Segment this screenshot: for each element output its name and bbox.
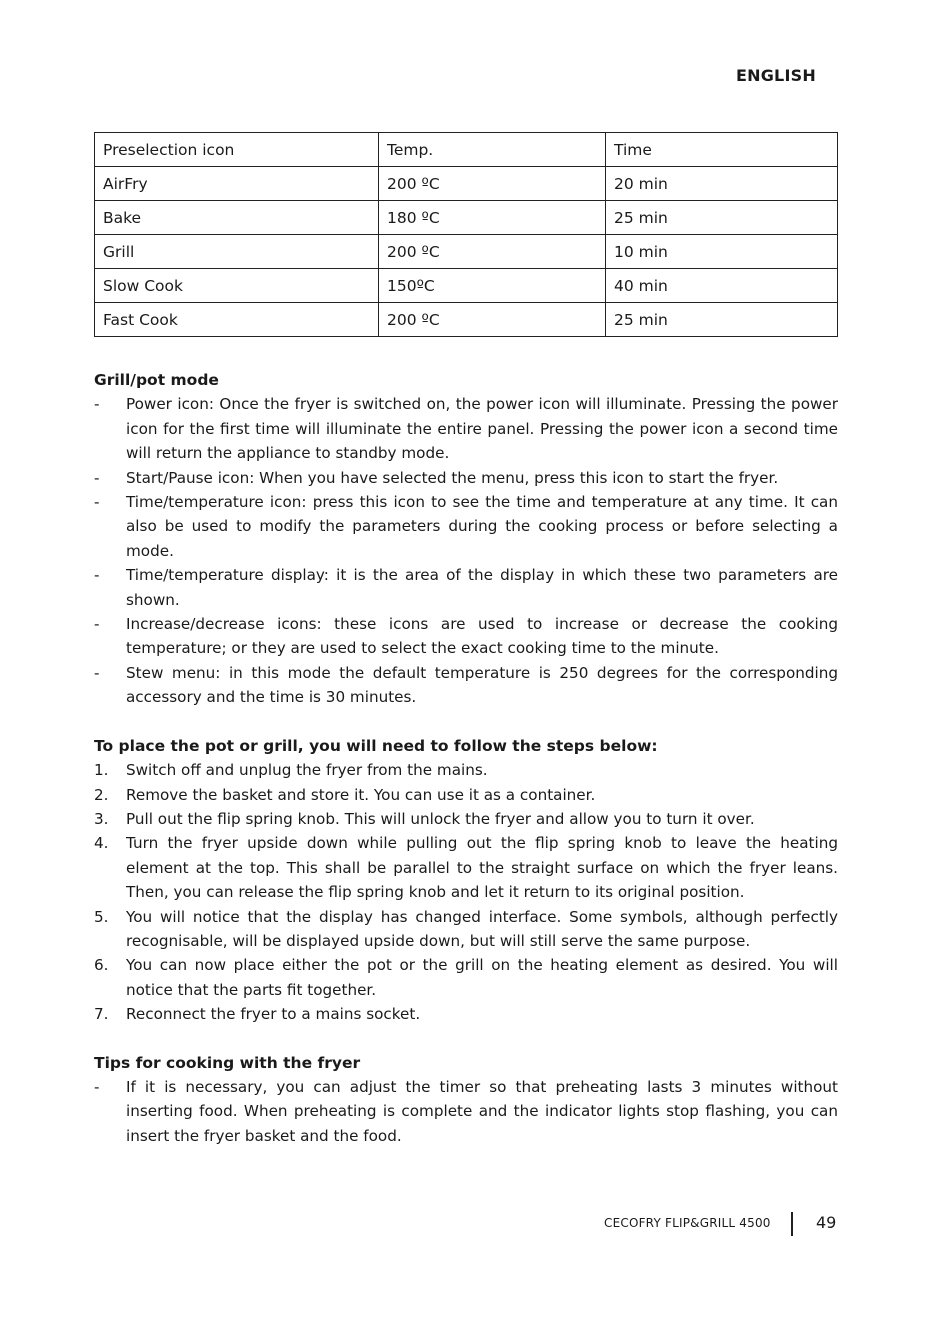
list-item-text: You will notice that the display has changed interface. Some symbols, although perfectly recognisable, will be displayed upside down, but will still serve the same purpose. bbox=[126, 907, 838, 950]
bullet-marker: - bbox=[94, 663, 100, 682]
list-item bbox=[94, 466, 838, 490]
list-item-text: Time/temperature display: it is the area of the display in which these two parameters are shown. bbox=[126, 566, 838, 609]
preselection-table bbox=[94, 132, 838, 337]
table-cell: Temp. bbox=[379, 133, 606, 167]
table-cell: Preselection icon bbox=[95, 133, 379, 167]
step-number: 1. bbox=[94, 761, 109, 780]
section-heading-tips: Tips for cooking with the fryer bbox=[94, 1053, 361, 1072]
list-item bbox=[94, 612, 838, 661]
step-number: 2. bbox=[94, 785, 109, 804]
table-row bbox=[95, 167, 838, 201]
footer-divider bbox=[791, 1212, 793, 1236]
section-heading-steps: To place the pot or grill, you will need to follow the steps below: bbox=[94, 736, 658, 755]
page-number: 49 bbox=[816, 1213, 837, 1232]
list-item bbox=[94, 1075, 838, 1148]
table-cell: 200 ºC bbox=[379, 235, 606, 269]
table-cell: 25 min bbox=[606, 201, 838, 235]
table-cell: 150ºC bbox=[379, 269, 606, 303]
table-cell: 10 min bbox=[606, 235, 838, 269]
bullet-marker: - bbox=[94, 615, 100, 634]
list-item-text: Start/Pause icon: When you have selected the menu, press this icon to start the fryer. bbox=[126, 468, 779, 487]
list-item bbox=[94, 392, 838, 465]
table-cell: Slow Cook bbox=[95, 269, 379, 303]
list-item bbox=[94, 953, 838, 1002]
list-item-text: If it is necessary, you can adjust the timer so that preheating lasts 3 minutes without inserting food. When preheating is complete and the indicator lights stop flashing, you can insert the fryer basket and the food. bbox=[126, 1077, 838, 1145]
table-row bbox=[95, 303, 838, 337]
list-item-text: Stew menu: in this mode the default temperature is 250 degrees for the corresponding accessory and the time is 30 minutes. bbox=[126, 663, 838, 707]
bullet-marker: - bbox=[94, 468, 100, 487]
table-row bbox=[95, 235, 838, 269]
bullet-marker: - bbox=[94, 1077, 100, 1096]
table-cell: 200 ºC bbox=[379, 167, 606, 201]
list-item-text: Pull out the flip spring knob. This will unlock the fryer and allow you to turn it over. bbox=[126, 809, 755, 828]
table-cell: 180 ºC bbox=[379, 201, 606, 235]
list-item-text: You can now place either the pot or the grill on the heating element as desired. You will notice that the parts fit together. bbox=[126, 956, 838, 999]
table-cell: Grill bbox=[95, 235, 379, 269]
table-cell: 20 min bbox=[606, 167, 838, 201]
language-label: ENGLISH bbox=[736, 66, 816, 85]
bullet-marker: - bbox=[94, 493, 100, 512]
list-item bbox=[94, 490, 838, 563]
table-cell: Bake bbox=[95, 201, 379, 235]
table-row bbox=[95, 269, 838, 303]
table-cell: 40 min bbox=[606, 269, 838, 303]
list-item bbox=[94, 783, 838, 807]
section-heading-grill-pot-mode: Grill/pot mode bbox=[94, 371, 219, 389]
body-content bbox=[94, 368, 838, 1148]
list-item-text: Switch off and unplug the fryer from the mains. bbox=[126, 761, 488, 780]
table-header-row bbox=[95, 133, 838, 167]
list-item bbox=[94, 758, 838, 782]
bullet-marker: - bbox=[94, 566, 100, 585]
list-item bbox=[94, 905, 838, 954]
list-item bbox=[94, 563, 838, 612]
step-number: 3. bbox=[94, 809, 109, 828]
list-item bbox=[94, 661, 838, 710]
list-item-text: Power icon: Once the fryer is switched on, the power icon will illuminate. Pressing the power icon for the first time will illuminate the entire panel. Pressing the power icon a second time will return the appliance to standby mode. bbox=[126, 395, 838, 463]
list-item-text: Remove the basket and store it. You can use it as a container. bbox=[126, 785, 596, 804]
step-number: 4. bbox=[94, 834, 109, 853]
step-number: 7. bbox=[94, 1005, 109, 1024]
list-item-text: Turn the fryer upside down while pulling out the flip spring knob to leave the heating element at the top. This shall be parallel to the straight surface on which the fryer leans. Then, you can release the flip spring knob and let it return to its original position. bbox=[126, 834, 838, 902]
list-item bbox=[94, 807, 838, 831]
step-number: 6. bbox=[94, 956, 109, 975]
table-cell: Time bbox=[606, 133, 838, 167]
list-item bbox=[94, 1002, 838, 1026]
table-row bbox=[95, 201, 838, 235]
table-cell: 25 min bbox=[606, 303, 838, 337]
step-number: 5. bbox=[94, 907, 109, 926]
footer-model-name: CECOFRY FLIP&GRILL 4500 bbox=[604, 1216, 771, 1230]
list-item-text: Time/temperature icon: press this icon to see the time and temperature at any time. It can also be used to modify the parameters during the cooking process or before selecting a mode. bbox=[126, 493, 838, 560]
table-cell: 200 ºC bbox=[379, 303, 606, 337]
bullet-marker: - bbox=[94, 395, 100, 414]
table-cell: AirFry bbox=[95, 167, 379, 201]
list-item-text: Increase/decrease icons: these icons are used to increase or decrease the cooking temperature; or they are used to select the exact cooking time to the minute. bbox=[126, 615, 838, 658]
list-item-text: Reconnect the fryer to a mains socket. bbox=[126, 1005, 421, 1024]
list-item bbox=[94, 831, 838, 904]
table-cell: Fast Cook bbox=[95, 303, 379, 337]
